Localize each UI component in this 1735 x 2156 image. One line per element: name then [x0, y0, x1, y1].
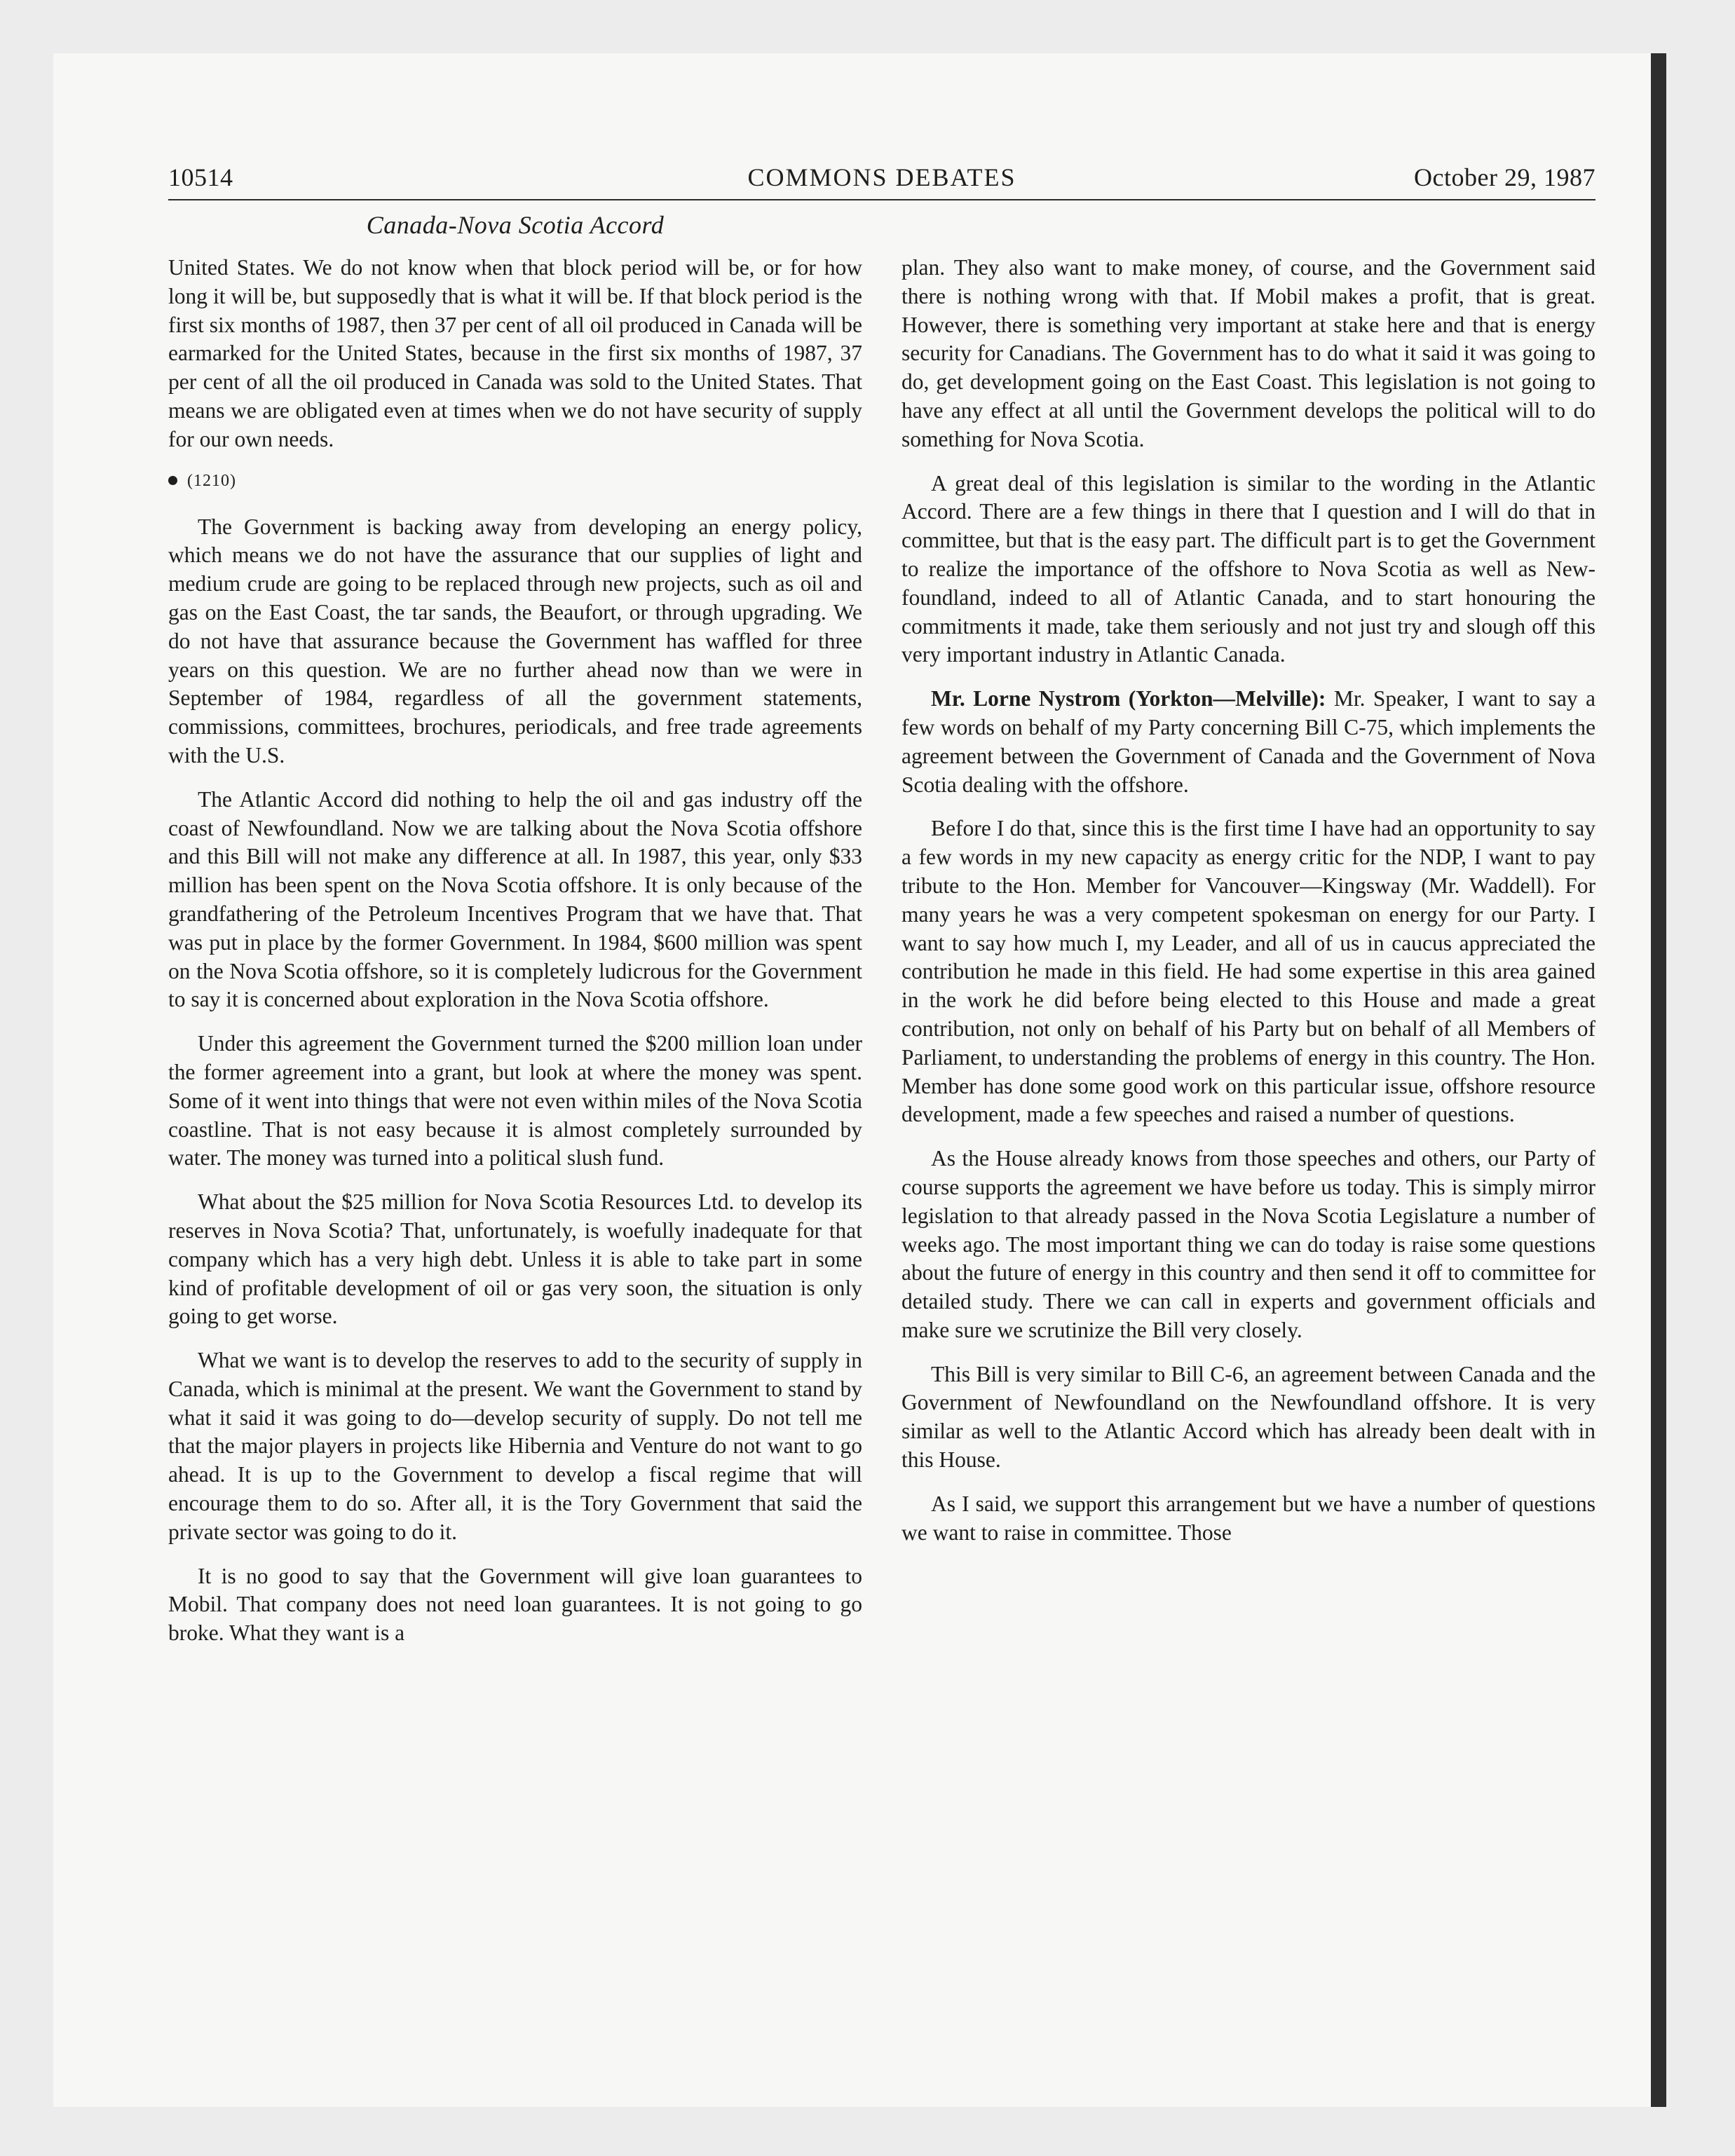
- page-header: [168, 163, 1595, 199]
- page-number: 10514: [168, 163, 233, 191]
- page-date: October 29, 1987: [1414, 163, 1595, 191]
- scan-edge-bar: [1651, 53, 1666, 2107]
- paragraph: United States. We do not know when that block period will be, or for how long it will be, but supposedly that is what it will be. If that block period is the first six months of 1987, then 37 per cent of all oil produced in Canada will be earmarked for the United States, because in the first six months of 1987, 37 per cent of all the oil produced in Canada was sold to the United States. That means we are obligated even at times when we do not have security of supply for our own needs.: [168, 255, 862, 451]
- paragraph: The Government is backing away from developing an energy policy, which means we do not have the assurance that our supplies of light and medium crude are going to be replaced through new projects, such as oil and gas on the East Coast, the tar sands, the Beaufort, or through upgrading. We do not have that assurance because the Government has waffled for three years on this question. We are no further ahead now than we were in September of 1984, regardless of all the government statements, commissions, committees, brochures, periodicals, and free trade agreements with the U.S.: [168, 514, 862, 767]
- paragraph: As the House already knows from those speeches and others, our Party of course supports the agreement we have before us today. This is simply mirror legislation to that already passed in the Nova Scotia Legislature a number of weeks ago. The most important thing we can do today is raise some questions about the future of energy in this country and then send it off to committee for detailed study. There we can call in experts and government officials and make sure we scrutinize the Bill very closely.: [901, 1146, 1595, 1342]
- time-marker-text: (1210): [187, 471, 236, 490]
- paragraph: It is no good to say that the Government will give loan guarantees to Mobil. That company does not need loan guarantees. It is not going to go broke. What they want is a: [168, 1563, 862, 1646]
- paragraph: What about the $25 million for Nova Scotia Resources Ltd. to develop its reserves in Nova Scotia? That, unfortunately, is woefully inadequate for that company which has a very high debt. Unless it is able to take part in some kind of profitable development of oil or gas very soon, the situation is only going to get worse.: [168, 1189, 862, 1329]
- paragraph: Under this agreement the Government turned the $200 million loan under the former agreement into a grant, but look at where the money was spent. Some of it went into things that were not even within miles of the Nova Scotia coastline. That is not easy because it is almost completely surrounded by water. The money was turned into a political slush fund.: [168, 1031, 862, 1171]
- speaker-text: Mr. Speaker, I want to say a few words on behalf of my Party concerning Bill C-75, which implements the agreement between the Government of Canada and the Government of Nova Scotia dealing with the offshore.: [901, 686, 1595, 797]
- publication-title: COMMONS DEBATES: [747, 163, 1016, 191]
- bullet-icon: [168, 476, 177, 485]
- header-rule: [168, 199, 1595, 200]
- paragraph: What we want is to develop the reserves to add to the security of supply in Canada, which is minimal at the present. We want the Government to stand by what it said it was going to do—develop security of supply. Do not tell me that the major players in projects like Hibernia and Venture do not want to go ahead. It is up to the Government to develop a fiscal regime that will encourage them to do so. After all, it is the Tory Government that said the private sector was going to do it.: [168, 1348, 862, 1544]
- paragraph: Before I do that, since this is the first time I have had an opportunity to say a few words in my new capacity as energy critic for the NDP, I want to pay tribute to the Hon. Member for Vancouver—Kingsway (Mr. Waddell). For many years he was a very competent spokesman on energy for our Party. I want to say how much I, my Leader, and all of us in caucus appreciated the contribution he made in this field. He had some expertise in this area gained in the work he did before being elected to this House and made a great contribution, not only on behalf of his Party but on behalf of all Members of Parliament, to understanding the problems of energy in this country. The Hon. Member has done some good work on this particular issue, offshore resource development, made a few speeches and raised a number of questions.: [901, 816, 1595, 1127]
- paragraph: A great deal of this legislation is similar to the wording in the Atlantic Accord. There are a few things in there that I question and I will do that in committee, but that is the easy part. The difficult part is to get the Government to realize the importance of the offshore to Nova Scotia as well as Newfoundland, indeed to all of Atlantic Canada, and to start honouring the commitments it made, take them seriously and not just try and slough off this very important industry in Atlantic Canada.: [901, 470, 1595, 667]
- section-subheading: Canada-Nova Scotia Accord: [366, 211, 665, 239]
- paragraph: As I said, we support this arrangement but we have a number of questions we want to raise in committee. Those: [901, 1491, 1595, 1545]
- time-marker: [168, 470, 862, 492]
- speaker-name: Mr. Lorne Nystrom (Yorkton—Melville):: [931, 686, 1326, 711]
- paragraph: plan. They also want to make money, of course, and the Government said there is nothing wrong with that. If Mobil makes a profit, that is great. However, there is something very important at stake here and that is energy security for Canadians. The Government has to do what it said it was going to do, get development going on the East Coast. This legislation is not going to have any effect at all until the Government develops the political will to do something for Nova Scotia.: [901, 255, 1595, 451]
- right-column: [901, 254, 1595, 1964]
- paragraph: This Bill is very similar to Bill C-6, an agreement between Canada and the Government of Newfoundland on the Newfoundland offshore. It is very similar as well to the Atlantic Accord which has already been dealt with in this House.: [901, 1361, 1595, 1473]
- paragraph: The Atlantic Accord did nothing to help the oil and gas industry off the coast of Newfoundland. Now we are talking about the Nova Scotia offshore and this Bill will not make any difference at all. In 1987, this year, only $33 million has been spent on the Nova Scotia offshore. It is only because of the grandfathering of the Petroleum Incentives Program that we have that. That was put in place by the former Government. In 1984, $600 million was spent on the Nova Scotia offshore, so it is completely ludicrous for the Government to say it is concerned about exploration in the Nova Scotia offshore.: [168, 786, 862, 1012]
- left-column: [168, 254, 862, 1964]
- speaker-paragraph: [901, 685, 1595, 799]
